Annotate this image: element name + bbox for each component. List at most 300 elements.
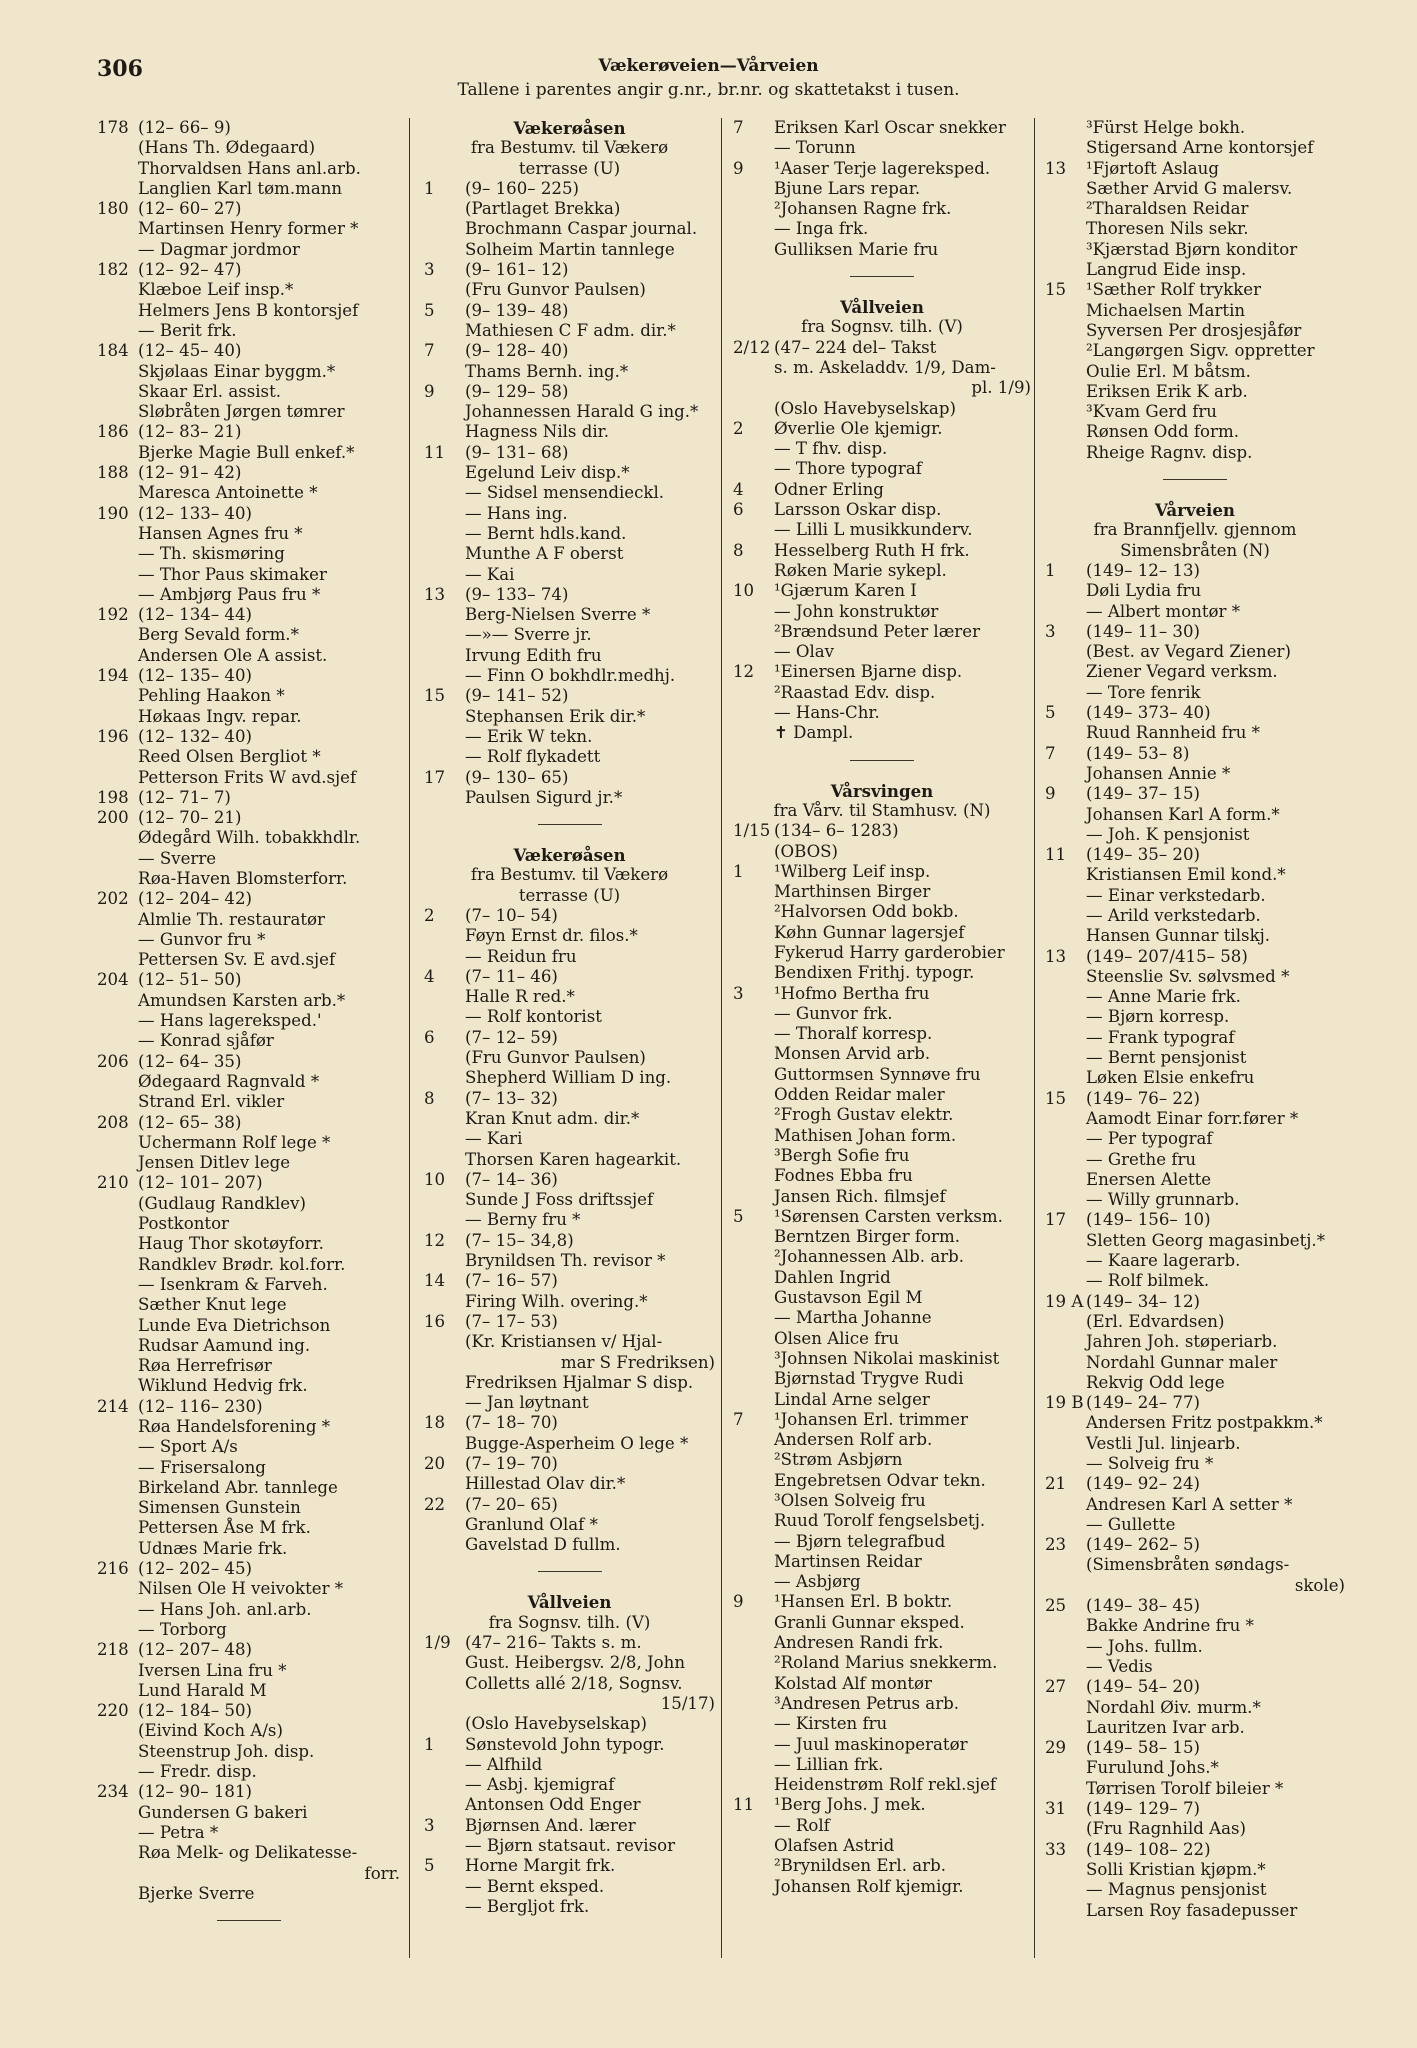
house-number: 13 [1045, 946, 1067, 966]
entry-line [424, 280, 715, 300]
entry-line [1045, 1109, 1345, 1129]
entry-line [1045, 1718, 1345, 1738]
entry-text: Sæther Arvid G malersv. [1086, 178, 1293, 198]
entry-text: Sløbråten Jørgen tømrer [138, 402, 345, 422]
entry-line [1045, 1190, 1345, 1210]
entry-text: — Bergljot frk. [465, 1896, 590, 1916]
entry-line [424, 1633, 715, 1653]
entry-line [733, 378, 1031, 398]
entry-line [424, 967, 715, 987]
entry-line [733, 439, 1031, 459]
entry-line [97, 828, 400, 848]
entry-line [97, 768, 400, 788]
entry-text: (149– 53– 8) [1086, 743, 1190, 763]
entry-line [1045, 622, 1345, 642]
entry-line [97, 646, 400, 666]
entry-text: (7– 16– 57) [465, 1271, 558, 1291]
entry-line [1045, 179, 1345, 199]
entry-text: Thoresen Nils sekr. [1086, 219, 1249, 239]
entry-text: (149– 156– 10) [1086, 1210, 1211, 1230]
entry-text: — Frank typograf [1086, 1027, 1235, 1047]
entry-line [97, 1295, 400, 1315]
entry-line [424, 1373, 715, 1393]
entry-line [424, 1170, 715, 1190]
entry-text: ²Roland Marius snekkerm. [774, 1653, 998, 1673]
entry-line [97, 1153, 400, 1173]
entry-line [97, 605, 400, 625]
entry-line [733, 1308, 1031, 1328]
entry-line [424, 301, 715, 321]
entry-line [424, 1190, 715, 1210]
entry-text: — Gunvor frk. [774, 1003, 893, 1023]
entry-line [424, 504, 715, 524]
entry-line [424, 219, 715, 239]
entry-text: — Willy grunnarb. [1086, 1190, 1240, 1210]
entry-line [424, 1413, 715, 1433]
entry-line [733, 1877, 1031, 1897]
entry-text: Fodnes Ebba fru [774, 1166, 913, 1186]
entry-line [97, 179, 400, 199]
house-number: 3 [1045, 621, 1056, 641]
entry-line [733, 1187, 1031, 1207]
entry-text: Nilsen Ole H veivokter * [138, 1579, 344, 1599]
entry-line [1045, 1576, 1345, 1596]
entry-text: Antonsen Odd Enger [465, 1795, 641, 1815]
entry-line [1045, 1332, 1345, 1352]
entry-line [97, 1721, 400, 1741]
entry-text: (12– 90– 181) [138, 1782, 252, 1802]
entry-text: (Fru Gunvor Paulsen) [465, 280, 646, 300]
entry-line [1045, 199, 1345, 219]
entry-line [1045, 1474, 1345, 1494]
house-number: 200 [97, 808, 129, 828]
entry-line [1045, 1596, 1345, 1616]
entry-line [1045, 926, 1345, 946]
entry-text: (149– 76– 22) [1086, 1088, 1200, 1108]
entry-text: — Th. skismøring [138, 544, 285, 564]
entry-line [97, 483, 400, 503]
entry-line [1045, 422, 1345, 442]
entry-text: (7– 19– 70) [465, 1454, 558, 1473]
house-number: 9 [733, 1592, 744, 1612]
entry-text: Fykerud Harry garderobier [774, 942, 1005, 962]
entry-text: — Rolf kontorist [465, 1007, 602, 1027]
entry-text: Hagness Nils dir. [465, 422, 610, 442]
entry-text: Olafsen Astrid [774, 1836, 895, 1856]
entry-line [1045, 362, 1345, 382]
entry-line [733, 1613, 1031, 1633]
entry-line [424, 1271, 715, 1291]
house-number: 25 [1045, 1596, 1067, 1616]
entry-line [1045, 1129, 1345, 1149]
entry-text: ¹Sørensen Carsten verksm. [774, 1206, 1003, 1226]
entry-line [733, 1288, 1031, 1308]
entry-text: Lund Harald M [138, 1680, 267, 1700]
entry-text: (Erl. Edvardsen) [1086, 1311, 1225, 1331]
entry-text: (47– 224 del– Takst [774, 337, 937, 357]
house-number: 192 [97, 605, 129, 625]
entry-line [97, 788, 400, 808]
entry-text: Randklev Brødr. kol.forr. [138, 1254, 346, 1274]
entry-text: Gust. Heibergsv. 2/8, John [465, 1653, 686, 1673]
entry-text: (12– 60– 27) [138, 199, 242, 219]
entry-text: Dahlen Ingrid [774, 1267, 891, 1287]
entry-line [733, 1836, 1031, 1856]
entry-text: Pettersen Sv. E avd.sjef [138, 950, 336, 970]
house-number: 202 [97, 889, 129, 909]
entry-text: Bendixen Frithj. typogr. [774, 963, 975, 983]
entry-text: Sunde J Foss driftssjef [465, 1190, 654, 1210]
entry-line [424, 768, 715, 788]
entry-line [97, 585, 400, 605]
house-number: 27 [1045, 1677, 1067, 1697]
entry-text: Skjølaas Einar byggm.* [138, 361, 336, 381]
entry-line [97, 118, 400, 138]
entry-line [733, 1653, 1031, 1673]
entry-text: — Tore fenrik [1086, 682, 1201, 702]
section-rule [217, 1920, 281, 1921]
entry-line [1045, 1413, 1345, 1433]
entry-line [733, 179, 1031, 199]
entry-line [424, 1150, 715, 1170]
house-number: 1/15 [733, 821, 771, 841]
street-description: fra Brannfjellv. gjennom [1093, 520, 1297, 540]
entry-line [1045, 1312, 1345, 1332]
entry-text: Strand Erl. vikler [138, 1092, 285, 1112]
entry-line [97, 382, 400, 402]
house-number: 184 [97, 341, 129, 361]
entry-line [97, 1620, 400, 1640]
entry-line [1045, 382, 1345, 402]
entry-line [733, 159, 1031, 179]
entry-line [424, 1068, 715, 1088]
entry-text: — Ambjørg Paus fru * [138, 584, 321, 604]
house-number: 18 [424, 1413, 446, 1433]
entry-line [97, 889, 400, 909]
entry-text: Jansen Rich. filmsjef [774, 1186, 946, 1206]
house-number: 194 [97, 666, 129, 686]
entry-text: ²Johansen Ragne frk. [774, 199, 952, 219]
entry-text: Skaar Erl. assist. [138, 381, 282, 401]
entry-line [97, 1092, 400, 1112]
entry-line [733, 1166, 1031, 1186]
entry-text: — Albert montør * [1086, 601, 1241, 621]
entry-text: Bugge-Asperheim O lege * [465, 1433, 689, 1453]
entry-text: Martinsen Henry former * [138, 219, 359, 239]
entry-text: — Gunvor fru * [138, 929, 266, 949]
entry-text: — Erik W tekn. [465, 726, 593, 746]
entry-line [97, 260, 400, 280]
entry-text: (Kr. Kristiansen v/ Hjal- [465, 1332, 663, 1352]
entry-text: Kolstad Alf montør [774, 1673, 932, 1693]
entry-text: Egelund Leiv disp.* [465, 463, 630, 483]
entry-line [424, 1856, 715, 1876]
entry-line [424, 544, 715, 564]
entry-text: Lunde Eva Dietrichson [138, 1315, 331, 1335]
entry-text: (134– 6– 1283) [774, 821, 899, 841]
entry-line [1045, 1434, 1345, 1454]
entry-list [424, 179, 715, 808]
entry-text: Ruud Rannheid fru * [1086, 723, 1260, 743]
entry-text: Døli Lydia fru [1086, 581, 1202, 601]
entry-line [424, 524, 715, 544]
section-rule [850, 276, 914, 277]
entry-text: — Bjørn statsaut. revisor [465, 1836, 676, 1856]
house-number: 16 [424, 1311, 446, 1331]
entry-text: — Einar verkstedarb. [1086, 885, 1266, 905]
entry-text: — Gullette [1086, 1514, 1176, 1534]
entry-text: — Isenkram & Farveh. [138, 1274, 328, 1294]
entry-text: — Rolf flykadett [465, 747, 601, 767]
column-4 [1045, 118, 1345, 1921]
entry-text: ¹Gjærum Karen I [774, 581, 917, 601]
entry-line [97, 362, 400, 382]
entry-text: — Kaare lagerarb. [1086, 1251, 1241, 1271]
house-number: 196 [97, 726, 129, 746]
page-title: Vækerøveien—Vårveien [598, 56, 819, 76]
entry-text: Andersen Ole A assist. [138, 645, 328, 665]
entry-text: Reed Olsen Bergliot * [138, 747, 321, 767]
entry-line [97, 280, 400, 300]
entry-line [733, 1207, 1031, 1227]
entry-line [424, 1735, 715, 1755]
entry-line [424, 926, 715, 946]
entry-text: ²Brændsund Peter lærer [774, 621, 980, 641]
entry-line [424, 1089, 715, 1109]
house-number: 19 B [1045, 1393, 1084, 1413]
entry-text: Halle R red.* [465, 987, 575, 1007]
entry-text: ¹Fjørtoft Aslaug [1086, 158, 1219, 178]
entry-text: ³Kvam Gerd fru [1086, 402, 1217, 422]
entry-line [1045, 744, 1345, 764]
section-rule [538, 824, 602, 825]
entry-line [97, 625, 400, 645]
entry-line [1045, 159, 1345, 179]
entry-line [424, 341, 715, 361]
entry-text: (12– 207– 48) [138, 1640, 252, 1660]
entry-line [733, 1024, 1031, 1044]
house-number: 17 [1045, 1210, 1067, 1230]
street-heading: Vållveien [840, 297, 924, 318]
entry-line [733, 1674, 1031, 1694]
house-number: 6 [424, 1027, 435, 1047]
house-number: 15 [1045, 280, 1067, 300]
entry-text: (Eivind Koch A/s) [138, 1721, 283, 1741]
entry-line [424, 686, 715, 706]
entry-line [733, 1532, 1031, 1552]
entry-line [97, 930, 400, 950]
entry-text: (Best. av Vegard Ziener) [1086, 642, 1291, 662]
house-number: 15 [424, 686, 446, 706]
house-number: 5 [1045, 703, 1056, 723]
entry-line [97, 1417, 400, 1437]
entry-line [733, 561, 1031, 581]
street-description: fra Bestumv. til Vækerø [470, 865, 669, 885]
entry-line [733, 642, 1031, 662]
entry-text: — T fhv. disp. [774, 439, 888, 459]
entry-text: (7– 11– 46) [465, 966, 558, 986]
entry-text: — Fredr. disp. [138, 1762, 257, 1782]
entry-line [97, 1113, 400, 1133]
entry-text: ³Olsen Solveig fru [774, 1491, 926, 1510]
entry-line [733, 240, 1031, 260]
entry-line [97, 1640, 400, 1660]
entry-line [97, 1133, 400, 1153]
entry-line [97, 138, 400, 158]
entry-text: Steenslie Sv. sølvsmed * [1086, 966, 1290, 986]
entry-text: Øverlie Ole kjemigr. [774, 418, 943, 438]
entry-line [424, 260, 715, 280]
entry-line [733, 963, 1031, 983]
entry-line [1045, 1170, 1345, 1190]
entry-line [733, 662, 1031, 682]
entry-line [1045, 1007, 1345, 1027]
entry-text: Birkeland Abr. tannlege [138, 1477, 338, 1497]
entry-line [1045, 602, 1345, 622]
entry-text: Almlie Th. restauratør [138, 909, 325, 929]
entry-line [97, 240, 400, 260]
entry-text: Enersen Alette [1086, 1169, 1212, 1189]
entry-text: ²Langørgen Sigv. oppretter [1086, 341, 1315, 361]
entry-text: Colletts allé 2/18, Sognsv. [465, 1673, 683, 1693]
entry-line [97, 1173, 400, 1193]
entry-text: Hillestad Olav dir.* [465, 1474, 626, 1494]
entry-line [97, 1031, 400, 1051]
entry-text: (9– 161– 12) [465, 260, 569, 280]
entry-text: Klæboe Leif insp.* [138, 280, 294, 300]
entry-line [1045, 886, 1345, 906]
entry-list [424, 906, 715, 1556]
entry-line [97, 666, 400, 686]
entry-list [97, 118, 400, 1904]
house-number: 29 [1045, 1738, 1067, 1758]
column-1 [97, 118, 400, 1941]
entry-text: Berntzen Birger form. [774, 1227, 960, 1247]
entry-text: Gundersen G bakeri [138, 1802, 308, 1822]
entry-text: skole) [1294, 1575, 1345, 1595]
entry-text: — Thoralf korresp. [774, 1024, 933, 1044]
entry-line [733, 1146, 1031, 1166]
entry-line [733, 541, 1031, 561]
entry-line [424, 1332, 715, 1352]
house-number: 12 [733, 662, 755, 682]
entry-text: Brynildsen Th. revisor * [465, 1251, 666, 1271]
house-number: 9 [1045, 784, 1056, 804]
entry-text: ³Johnsen Nikolai maskinist [774, 1348, 1000, 1368]
entry-text: Hansen Agnes fru * [138, 523, 303, 543]
entry-line [733, 1714, 1031, 1734]
house-number: 2 [733, 418, 744, 438]
house-number: 12 [424, 1230, 446, 1250]
entry-text: — Reidun fru [465, 946, 577, 966]
entry-text: Hesselberg Ruth H frk. [774, 540, 970, 560]
entry-text: Langrud Eide insp. [1086, 260, 1247, 280]
entry-text: Ziener Vegard verksm. [1086, 662, 1278, 682]
entry-line [97, 1742, 400, 1762]
entry-line [1045, 581, 1345, 601]
entry-text: (7– 10– 54) [465, 905, 558, 925]
entry-line [424, 422, 715, 442]
entry-line [733, 520, 1031, 540]
entry-text: Bakke Andrine fru * [1086, 1616, 1254, 1636]
entry-text: (12– 132– 40) [138, 726, 252, 746]
entry-text: (149– 24– 77) [1086, 1393, 1200, 1413]
entry-line [733, 723, 1031, 743]
entry-line [97, 1661, 400, 1681]
entry-text: — Rolf bilmek. [1086, 1271, 1210, 1291]
entry-text: (12– 45– 40) [138, 341, 242, 361]
entry-line [97, 1762, 400, 1782]
entry-text: Granlund Olaf * [465, 1514, 598, 1534]
entry-line [733, 1268, 1031, 1288]
entry-text: Langlien Karl tøm.mann [138, 178, 343, 198]
house-number: 17 [424, 767, 446, 787]
entry-text: (Oslo Havebyselskap) [465, 1714, 647, 1734]
house-number: 9 [424, 381, 435, 401]
entry-line [424, 1775, 715, 1795]
entry-line [1045, 219, 1345, 239]
entry-text: Steenstrup Joh. disp. [138, 1741, 315, 1761]
entry-text: (12– 71– 7) [138, 787, 231, 807]
entry-text: Michaelsen Martin [1086, 300, 1246, 320]
entry-line [424, 565, 715, 585]
entry-text: — Kai [465, 564, 515, 584]
entry-list [1045, 561, 1345, 1921]
entry-text: (47– 216– Takts s. m. [465, 1633, 642, 1653]
entry-line [424, 1251, 715, 1271]
street-heading: Vårsvingen [830, 780, 934, 801]
entry-line [97, 301, 400, 321]
entry-text: (9– 131– 68) [465, 442, 569, 462]
entry-text: Køhn Gunnar lagersjef [774, 922, 965, 942]
entry-text: Guttormsen Synnøve fru [774, 1064, 981, 1084]
entry-text: Mathisen Johan form. [774, 1125, 957, 1145]
entry-line [97, 1437, 400, 1457]
entry-line [733, 1816, 1031, 1836]
entry-text: —»— Sverre jr. [465, 625, 592, 645]
entry-text: (12– 101– 207) [138, 1173, 263, 1193]
entry-text: — Solveig fru * [1086, 1454, 1214, 1473]
entry-text: ²Tharaldsen Reidar [1086, 199, 1249, 219]
entry-line [424, 1653, 715, 1673]
entry-text: (7– 15– 34,8) [465, 1230, 574, 1250]
entry-text: ³Kjærstad Bjørn konditor [1086, 239, 1298, 259]
entry-text: Uchermann Rolf lege * [138, 1132, 331, 1152]
entry-text: Larsson Oskar disp. [774, 500, 942, 520]
entry-line [1045, 1880, 1345, 1900]
entry-line [97, 1011, 400, 1031]
entry-text: — Sverre [138, 848, 217, 868]
entry-text: Maresca Antoinette * [138, 483, 318, 503]
entry-line [733, 459, 1031, 479]
entry-line [1045, 1048, 1345, 1068]
entry-text: (7– 18– 70) [465, 1413, 558, 1433]
entry-text: Marthinsen Birger [774, 882, 931, 902]
entry-text: (9– 129– 58) [465, 381, 569, 401]
entry-line [424, 788, 715, 808]
house-number: 206 [97, 1051, 129, 1071]
entry-text: Ruud Torolf fengselsbetj. [774, 1511, 986, 1531]
entry-line [733, 1735, 1031, 1755]
entry-line [97, 707, 400, 727]
entry-line [733, 1044, 1031, 1064]
entry-line [1045, 865, 1345, 885]
entry-line [97, 1397, 400, 1417]
entry-line [424, 1897, 715, 1917]
house-number: 188 [97, 463, 129, 483]
entry-line [1045, 1068, 1345, 1088]
entry-line [424, 605, 715, 625]
